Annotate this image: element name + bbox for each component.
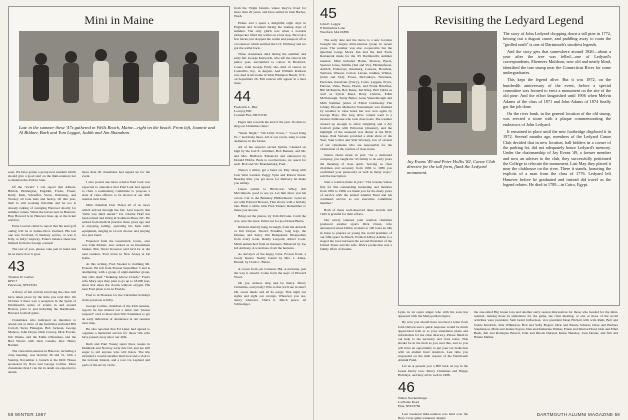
monument-photo <box>407 31 497 155</box>
paragraph: Classmates who indicated an intention to attend one or more of the festivities included Bill Carroll, Steve Finnegan, Bob Jackson, George Munroe, John Doyle, Dick Conroy, Dick Fowler, Jim Weeks, and the Eddie O'Rourkes, and the Bud Silvers with their cousins, Rev. Henry Bartlett. <box>8 317 76 347</box>
ledyard-story-column <box>503 31 611 299</box>
box-title: Revisiting the Ledyard Legend <box>434 13 584 27</box>
paragraph: And the story gets that somewhere around 1820—about a year after the tree was felled—one of Ledyard's correspondents, Ebenezer Muldoon, now old and nearly blind, identified the true stump near the Connecticut River for some undergraduates. <box>503 48 611 76</box>
class-secretary-address: Walter Stockenberger La Plante Road Etna, NH 03766 <box>398 396 428 409</box>
mini-in-maine-box <box>8 6 230 166</box>
beach-photo-image <box>19 31 219 121</box>
paragraph: Let us at present you a Hill back on top in the Green Derby race. Merry Christmas and Happy Holidays, and may all be well in 1988. <box>398 364 468 377</box>
paragraph: As surveyor of the happy Cans. Frozen floral, a lovely thanos. Neatly bound by Mrs. J. Ames. Herald, by Clark C. Burns. <box>234 251 306 265</box>
class-number-45: 45 <box>320 5 337 22</box>
paragraph: On the river bank, in the general location of the old stump, was erected a stone with a plaque commemorating the endeavors of John Ledyard. <box>503 111 611 127</box>
left-column-1 <box>8 170 76 406</box>
paragraph: There's a stiller, get a hand on. Play along with Jack West Landon. Peggy Vyne and Robert Street. Hearing him, you get more for Delivery he make you smiley. <box>234 168 306 185</box>
paragraph: Of the "locals" I can report that Allison, Britten, Hoisington, Engdahl, Foster, Fraser, Kelly, Kirk, Schaeffer, Swan, Weinberg, and Wooley all look hale and hearty. Of this year, their is still working full-time and he too is already talking of swinging Hanover shortly for summer comes. When the leaves turn in Hanover, Hap Howard is in Hanover lines up at the ticket window. <box>8 184 76 223</box>
paragraph: This kept the legend alive. But it was 1872, on the hundredth anniversary of the event, before a special committee was formed to erect a monument on the site of the old pine. And the effort languished until 1906 when Melvin Adams of the class of 1871 and John Adams of 1874 finally got the job done. <box>503 77 611 109</box>
paragraph: The story of John Ledyard chopping down a tall pine in 1772, hewing out a dugout canoe, and paddling away to roam the "girdled earth" is one of Dartmouth's sturdiest legends. <box>503 31 611 47</box>
paragraph: more than 20 classmates had signed up for the event. <box>82 170 150 179</box>
paragraph: Ruth and Paul Young spent three weeks in Denmark and Norway early this fall, and are still eager to tell anyone who will listen. The trip included a coastal steamer mail boat and a visit to the Lofoten Islands, and a tour via Lapland and parts of the Arctic circle. <box>82 341 150 367</box>
paragraph: Start a rotation made in part: "The wonder whose first for this outstanding leadership and member from 1981 to 1986, we thank you for his many years of service with the annual Alumni Fund and his continued service as our executive committee member." <box>320 180 392 206</box>
photo-caption: Late in the summer these '47s gathered in Wells Beach, Maine—right on the beach. From left, Joannie and Al Bildner, Barb and Tom Leggat, Judith and Jim Shanahan. <box>19 125 215 136</box>
right-page <box>314 0 628 420</box>
paragraph: Oh yes, indeed, sing and be merry. Merry Christmas, everybody! Who is that we'll see in June? Oh, sweet music and all its songs. That night our sights and sight our wrongs. Wherever you are, merry whatever. That's it. Much peace. Al Schlesinger. <box>234 281 306 307</box>
paragraph: Our newly talented joint reunion chairmen produced another sports Dick Owen, who announced seven Dallas workers to 100 tours an idle in brass to prepare as young the world premiere of our fifth opera in March. Exalted Abbey Adams to a staged the lows between the second President of the United States and his wife. Dick's production was a family affair of dreams. <box>320 217 392 252</box>
class-number-44: 44 <box>234 87 251 105</box>
paragraph: seen. We have gotten a group new resident which should give a good start on the mini-reunion; not to mention the 45th in June. <box>8 170 76 183</box>
paragraph: Lynn, in an opera singer who with his sons has appeared with the Metropolitan Opera. <box>398 310 468 319</box>
paragraph: Ernie Conrad called to report that his next golf outing will be at Sainte-Nova Zealand. His last one was Scotland, if memory serves, or was it Italy, or Italy? Anyway, Ernie's balance sheet has thinned from the foreign courses! <box>8 224 76 246</box>
paragraph: Three classmates died during the summer and early fall. George Kenworth, who left the class in his junior year, succumbed to cancer in Branford, Conn.; John George Early also died of cancer, in Louisville, Ky., in August. And William Robison was died at his home in West Hampton Beach, N.Y., on September 26. Full notices will appear in a later issue. <box>234 52 306 86</box>
ledyard-legend-box <box>398 6 620 306</box>
paragraph: The class mini-reunion in Hanover, including a class meeting, was October 30 and 31, with a Sunday, November 1, brunch at the DOC House sponsored by Nora and George Collins. More classmates than I can list in detail are expected to attend. <box>8 349 76 375</box>
paragraph: George Collins, chairman of the 45th reunion, reports he has mailed out a letter and "please respond" card to more than 500 classmates to get an early indication of attendance at our reunion next June. <box>82 303 150 325</box>
paragraph: By now you should have received a letter from John Osborn and a quick response would be much appreciated both as to your attendance plans and information for the class directory. Please finish in our help to the secretary and class notes. This should be in the mail as you read this, and so you will have an opportunity to put your tax deduction with an alumni fund donation. Last time you responded on the mail request of the Dartmouth Alumni Fund. <box>398 320 468 363</box>
group-photo <box>19 31 219 121</box>
paragraph: Last weekend mini-reunion was held over the Holy Cross game weekend, despite <box>398 411 468 420</box>
left-column-3 <box>234 6 306 406</box>
paragraph: Fred is in Houston for the Christmas holidays in his previous activity. <box>82 293 150 302</box>
paragraph: Bring out the pianos, try Tom McCann. Catch the acts, note the tenor. Pellet out for good Dean Burns. <box>234 214 306 223</box>
paragraph: Mini chairman Don Ticket all of us news which arrived through the fall. Lent reports that "mini was third attend." Dr. Charlie Hoff has been retired and living in Southern Pines, NC. He retired from medical practice three years ago and is enjoying sailing, operating his ham radio equipment, singing in a local chorus, and playing in a jazz band. <box>82 203 150 237</box>
paragraph: Listen awhile to Hitchcock, Wiley, Jim McClintock, good to see ya. Let him show you his colors. Cut to the Berkeley Philharmonic. Lend an ear with Edward Bowser, That shows with a holiday tale. Hum a while with Fred Tusker; Remember to make you snooze. <box>234 187 306 213</box>
paragraph: It remained in place until the new footbridge displaced it in 1972. Several months ago, members of the Ledyard Canoe Club decided that in new location, hall bidders in a corner of the parking lot, did not adequately honor Ledyard's memory. Under the chairmanship of Jay Evans '49, a former member and now an adviser to the club, they successfully petitioned the College to relocate the monument. Last May they placed it near the clubhouse on the river. There it stands, honoring the exploits of a man from the class of 1776. Ledyard left Hanover before he graduated and instead did travel as the legend relates. He died in 1789—in Cairo, Egypt. <box>503 129 611 188</box>
box-title: Mini in Maine <box>84 13 154 27</box>
paragraph: I also posted one more scholar Paul Lent was expected to announce that Paul Lent had agreed to chair a nominating committee to propose a slate of class officers to be elected at our 45th reunion next June. <box>82 180 150 202</box>
right-column-2 <box>398 310 468 420</box>
paragraph: Pages turn towards the end of the year. It's time to sing our Christmas cheer: <box>234 120 306 129</box>
page-footer-left: 58 WINTER 1987 <box>8 412 47 417</box>
paragraph: Starter chairs made in part: "As a dedicated company, you taught the '45 family to do early years the meaning of class spirit. Serving as class chairman and secretary from 1982 to 1986 you confirmed your generosity as well in many ways," said the inscription. <box>320 153 392 179</box>
paragraph: "Silent Night," "Oh Little Town..." "Good King W..." and many more. All of our carols, sung to wide audiences in the forties. <box>234 130 306 144</box>
paragraph: A crown from our Comeau, Hal. A nacturne, just the way it should. Come from the keys of Howard Wood. <box>234 266 306 279</box>
class-secretary-address: John E. Leggat 8 Timberline Lane Westford, MA 01886 <box>320 22 349 35</box>
paragraph: All of the season's sacred hymns. Chanted on high by the Joel E. Grimmer, Bob Bennett, and Mr. and Mrs. Hubbard. Enhanced and entranced by Donald Hobbs. Back to recollections, we assert for such. Bob and Vic Brandenburg, Fred. <box>234 145 306 167</box>
paragraph: Ribbons merrily hung in sleigh, from the Arnolds or Jim Dreyer. There's Franklin, long legs, the Dunner, and Saucy Jim Hempstead. Rhapsodize from every nook. Randy Leopold, Albert Cook. Mirth unmatched from us listeners. Balanced by Joe Gil Anthony, A wondrous, from the heavens. <box>234 224 306 250</box>
paragraph: Elaine and I spent a delightful eight days in England and Scotland during the waning days of summer. The only glitch was when a London pickpocket lifted my wallet on a bus stop. He took a few bucks, but dropped the wallet and passport off at a bookstore which notified the U.S. Embassy and we got the wallet back. <box>234 20 306 50</box>
left-column-2 <box>82 170 150 406</box>
paragraph: The rest of you, please, take pen in hand and let us know how it goes. <box>8 247 76 256</box>
paragraph: the one-sided Big Green loss and another early season miscreation for those who headed for the mini-reunion. Among those in attendance for the game, the class meeting, or one or more of the social activities were president, Sam Grant Gilbertson, vice president Dean Fitchett with wife Ruth, Bob and Jackie Kindrick, Jack Wilkinson, Bob and Sally Bogart, Dick and Bernie Scherer, Dave and Barbara Stephenson, Mark and Jeanne Sayers, Dan and Katherine Walker, Frank and Marion Hoad, Don and Ethel Bush, Jim and Romayne Barrett, John and Rhoda Durand, Reese Hensley, Joan Dexter, and Jim and Hanna Mather. <box>474 310 618 340</box>
right-column-3 <box>474 310 618 406</box>
paragraph: At this writing, Fred Stoekel is claiming Mt. Everest. He left from Boston September 5 and is attempting, with a group of eight-member group, that calls itself "Trekking Above Clouds." Fred's wife Mary says they plan to go up to 18,000 feet, since that takes the clouds without oxygen. His next Fred plans to be in Florida. <box>82 262 150 292</box>
class-secretary-address: Frederick L. Hier Lovejoy Hill Cornish Flat, NH 03746 <box>234 104 267 118</box>
paragraph: A flurry of fall activity involving the class will have taken place by the time you read this: On October 3 there was a reception in the Spirit of Dartmouth's series of events in and around Boston, prior to and including the Dartmouth–Harvard football game. <box>8 290 76 316</box>
paragraph: The early date and the move to a new location brought the largest mini-reunion group in recent years. The weather was also cooperative but the Quechee Gorge Motor Inn and the Red Fawn Restaurant made for the '45 Dartmouth's summer reunion. Mini included Hoilis, Pierson, Byers, Spencer Jones, Smiths (Ted and Vic), Hirshenfeson, Aldrich, Pomeroys, Reenberg, Cassons, Bowman, Sanborn, Wasson, Colton, Larsen, Jenkins, Whites, (John and Ted), Foxes, McCauleys, Newnans, Paolones, Kasaboks (Tracy), Coles, Leggats, Pryce, Feltons, Vales, Bates, Hoots, and Frank Hutchins, Bill McKenzie, Bob Reust, Ted Riley, Bob Tubbs as well as Sylvia Rand, Betty Chivers, Edith McDonough, Trudy Butler, Gene Steuernbough and Mim Sommer (sister of Elliott Goldstein). The Johnny Brooks Memorial Tournament was finished by weather to raise holes but was won again by George Bays. The long drive contest went to a modest clubhouse who took class notes. The weather cleared up enough to allow tailgating and a dry football game with Princeton (disaster), and the highlight of the weekend was dinner at the DOC house. Paul Stevens provided a slide show of the Year. Sam Coller and Stan Woolsey, two of several of our classmates who are responsible for the vitalization of the rotation of class notes. <box>320 37 392 151</box>
right-column-1 <box>320 6 392 406</box>
monument-photo-image <box>407 31 497 155</box>
page-footer-right: DARTMOUTH ALUMNI MAGAZINE 59 <box>536 412 620 417</box>
class-number-46: 46 <box>398 379 415 397</box>
class-secretary-address: Thomas W. Gerber RFD 7 Penacook, NH 03301 <box>8 274 38 288</box>
paragraph: from the Virgin Islands, where they've lived for more than 20 years, and have settled in Oak Harbor, Wash. <box>234 6 306 19</box>
paragraph: He also reported that Ed Lister had agreed to organize a memorial service for those '43s who have passed away since our 40th. <box>82 326 150 340</box>
paragraph: Both of these well-deserved these awards and 1945 is grateful for their efforts. <box>320 207 392 216</box>
paragraph: Expected from the Greenwich, Conn., area was John Rickert, now retired as an investment banker. Bob Stuart Kroeson said he'd be at the next reunion. Your leave in New Jersey at his home. <box>82 239 150 260</box>
photo-caption: Jay Evans '49 and Peter Hollis '82, Canoe Club director for the tall form, flank the Ledyard monument. <box>407 159 496 175</box>
class-number-43: 43 <box>8 257 25 275</box>
